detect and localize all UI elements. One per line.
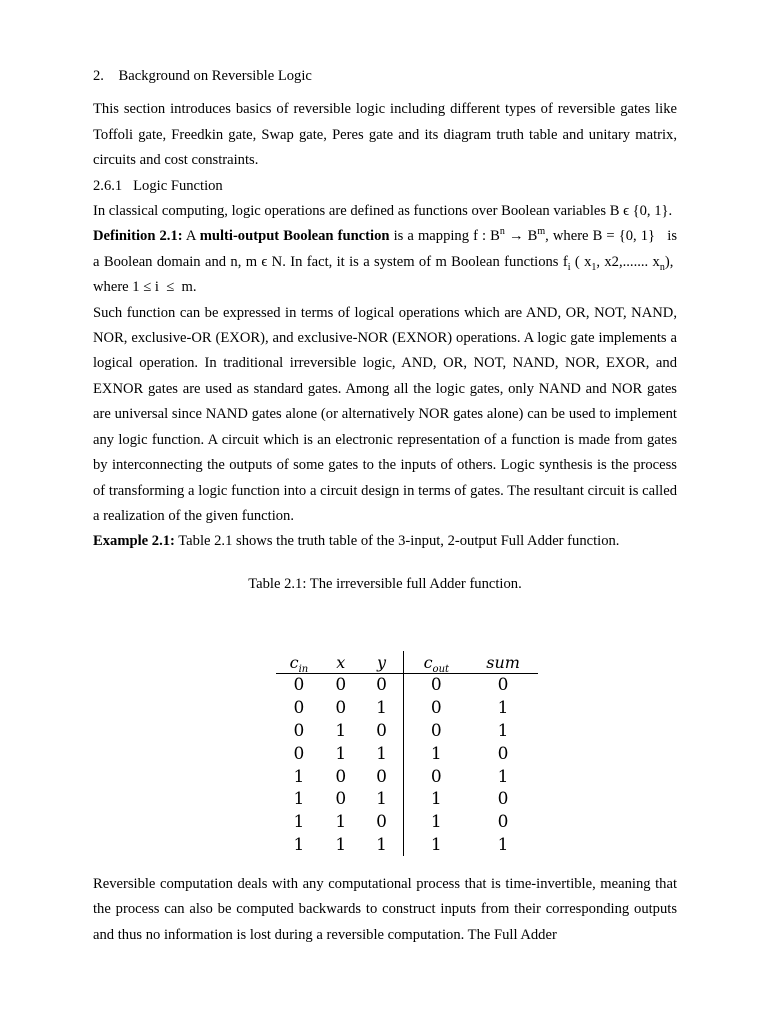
classical-paragraph: In classical computing, logic operations are defined as functions over Boolean variables B ϵ {0, 1}.	[93, 203, 673, 220]
table-cell: 0	[360, 811, 404, 834]
table-row	[276, 742, 538, 765]
table-cell: 0	[335, 675, 347, 696]
table-cell: 0	[335, 766, 347, 787]
table-cell: 0	[497, 812, 509, 833]
table-header-row	[276, 651, 538, 674]
table-row	[276, 834, 538, 857]
table-cell: 0	[497, 675, 509, 696]
intro-paragraph: This section introduces basics of reversible logic including different types of reversible gates like Toffoli gate, Freedkin gate, Swap gate, Peres gate and its diagram truth table and unitary matrix, circuits and cost constraints.	[93, 101, 677, 169]
table-cell: 1	[497, 766, 509, 787]
table-cell: 1	[497, 698, 509, 719]
table-row	[276, 697, 538, 720]
table-cell: 0	[430, 675, 442, 696]
table-cell: 1	[360, 834, 404, 857]
table-cell: 1	[430, 789, 442, 810]
table-cell: 1	[360, 697, 404, 720]
table-cell: 0	[293, 675, 305, 696]
table-cell: 0	[335, 698, 347, 719]
table-cell: 1	[335, 743, 347, 764]
table-cell: 1	[497, 720, 509, 741]
bottom-text	[93, 872, 677, 948]
table-cell: 0	[497, 743, 509, 764]
table-cell: 1	[430, 743, 442, 764]
table-cell: 0	[430, 720, 442, 741]
header-y: y	[360, 651, 404, 674]
table-cell: 0	[293, 698, 305, 719]
table-cell: 1	[335, 720, 347, 741]
table-row	[276, 788, 538, 811]
table-cell: 0	[430, 766, 442, 787]
reversible-paragraph: Reversible computation deals with any computational process that is time-invertible, meaning that the process can also be computed backwards to construct inputs from their corresponding outputs and thus no information is lost during a reversible computation. The Full Adder	[93, 876, 677, 943]
header-x: x	[322, 651, 360, 674]
table-cell: 1	[360, 788, 404, 811]
example-paragraph: Example 2.1: Table 2.1 shows the truth table of the 3-input, 2-output Full Adder function.	[93, 533, 620, 550]
table-row	[276, 674, 538, 697]
table-row	[276, 720, 538, 743]
subsection-heading: 2.6.1 Logic Function	[93, 177, 223, 194]
table-cell: 1	[430, 812, 442, 833]
table-cell: 1	[497, 834, 509, 855]
table-cell: 0	[497, 789, 509, 810]
table-cell: 0	[293, 743, 305, 764]
definition-label: Definition 2.1:	[93, 228, 183, 245]
section-heading: 2. Background on Reversible Logic	[93, 68, 312, 84]
header-cin: $c_{in}$	[276, 651, 322, 674]
table-cell: 1	[335, 812, 347, 833]
table-row	[276, 765, 538, 788]
table-cell: 1	[293, 789, 305, 810]
header-sum: sum	[468, 651, 538, 674]
table-row	[276, 811, 538, 834]
expression-paragraph: Such function can be expressed in terms of logical operations which are AND, OR, NOT, NAND, NOR, exclusive-OR (EXOR), and exclusive-NOR (EXNOR) operations. A logic gate implements a logical operation. In traditional irreversible logic, AND, OR, NOT, NAND, NOR, EXOR, and EXNOR gates are used as standard gates. Among all the logic gates, only NAND and NOR gates are universal since NAND gates alone (or alternatively NOR gates alone) can be used to implement any logic function. A circuit which is an electronic representation of a function is made from gates by interconnecting the outputs of some gates to the inputs of others. Logic synthesis is the process of transforming a logic function into a circuit design in terms of gates. The resultant circuit is called a realization of the given function.	[93, 304, 677, 524]
table-cell: 0	[335, 789, 347, 810]
definition-term: multi-output Boolean function	[199, 228, 390, 245]
table-body	[276, 674, 538, 857]
document-page	[93, 64, 677, 597]
table-cell: 1	[293, 812, 305, 833]
truth-table	[276, 651, 538, 861]
truth-table-grid	[276, 651, 538, 856]
table-cell: 1	[335, 834, 347, 855]
example-label: Example 2.1:	[93, 533, 175, 550]
header-cout: $c_{out}$	[404, 651, 468, 674]
definition-paragraph: Definition 2.1: A multi-output Boolean function is a mapping f : $B^n \to B^m$, where B = {0, 1} is a Boolean domain and n, m ϵ N. In fact, it is a system of m Boolean functions $f_i$ ( $x_1$, x2,....... $x_n$), where 1 ≤ i ≤ m.	[93, 226, 678, 296]
table-cell: 0	[360, 720, 404, 743]
table-cell: 0	[360, 765, 404, 788]
table-cell: 1	[430, 834, 442, 855]
table-cell: 1	[293, 834, 305, 855]
table-cell: 1	[293, 766, 305, 787]
table-cell: 0	[430, 698, 442, 719]
table-cell: 0	[360, 674, 404, 697]
table-cell: 0	[293, 720, 305, 741]
table-caption: Table 2.1: The irreversible full Adder function.	[248, 575, 522, 592]
table-cell: 1	[360, 742, 404, 765]
